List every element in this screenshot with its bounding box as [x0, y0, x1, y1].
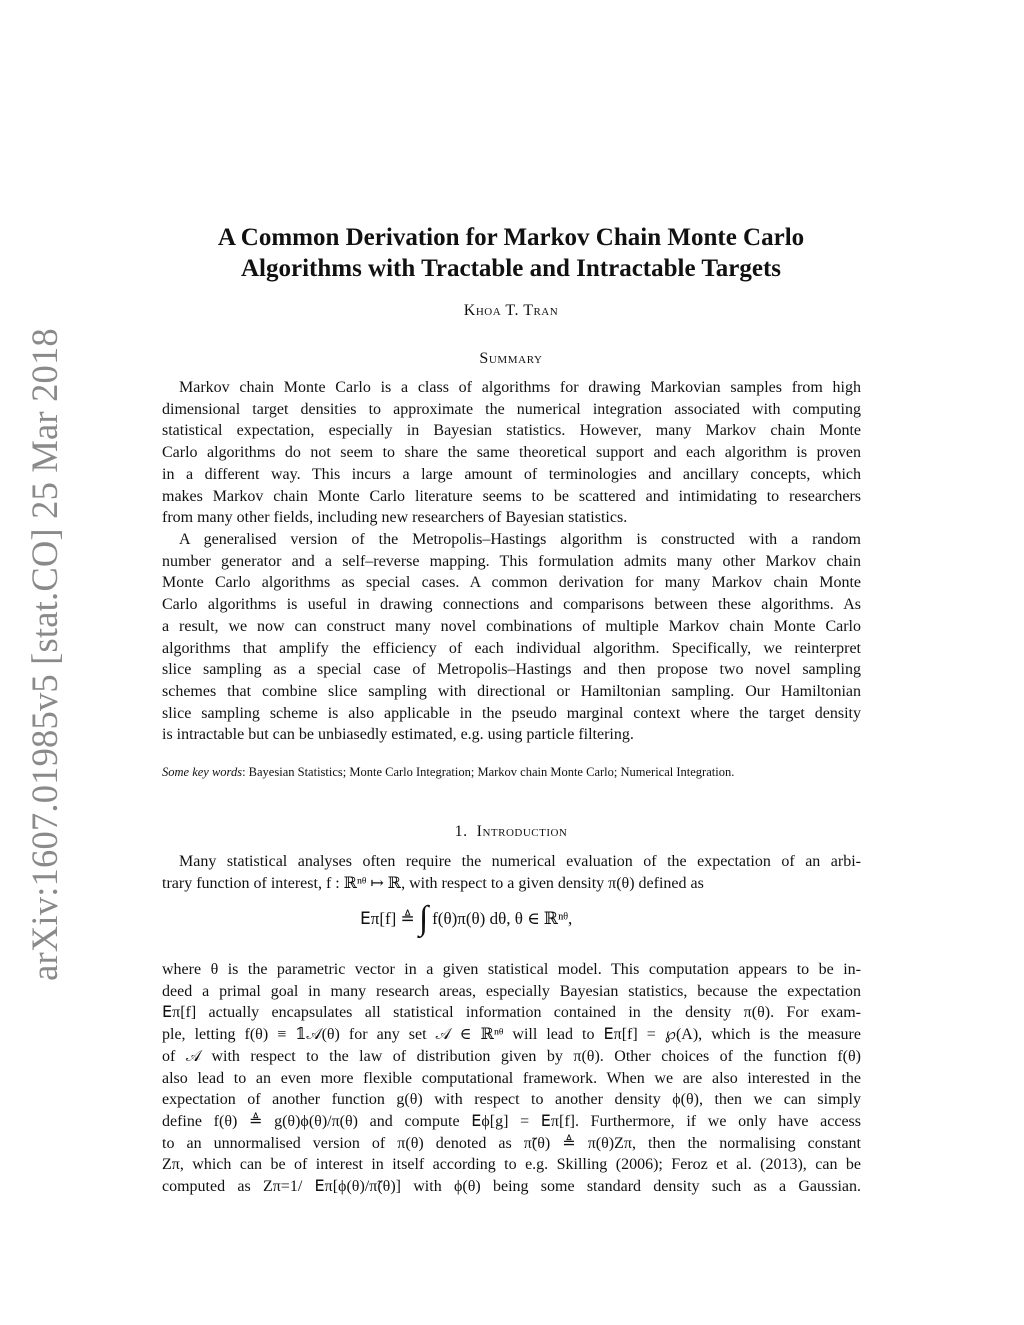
text-line: schemes that combine slice sampling with directional or Hamiltonian sampling. Our Hamiltonian [162, 682, 861, 700]
text-line: define f(θ) ≜ g(θ)ϕ(θ)/π(θ) and compute 𝖤ϕ[g] = 𝖤π[f]. Furthermore, if we only have access [162, 1112, 861, 1130]
text-line: Carlo algorithms do not seem to share the same theoretical support and each algorithm is proven [162, 444, 861, 462]
text-line: Zπ, which can be of interest in itself according to e.g. Skilling (2006); Feroz et al. (2013), can be [162, 1156, 861, 1174]
title-line: A Common Derivation for Markov Chain Monte Carlo [217, 224, 805, 251]
text-line: slice sampling as a special case of Metropolis–Hastings and then propose two novel sampling [162, 661, 861, 679]
text-line: a result, we now can construct many novel combinations of multiple Markov chain Monte Carlo [162, 617, 861, 635]
key-words-list: : Bayesian Statistics; Monte Carlo Integration; Markov chain Monte Carlo; Numerical Integration. [242, 765, 735, 779]
abstract-paragraph-1 [162, 377, 861, 529]
text-line: computed as Zπ=1/ 𝖤π[ϕ(θ)/π̃(θ)] with ϕ(θ) being some standard density such as a Gaussian. [162, 1178, 861, 1196]
integral-symbol: ∫ [418, 900, 429, 937]
author-name: Khoa T. Tran [463, 302, 559, 319]
text-line: dimensional target densities to approximate the numerical integration associated with computing [162, 400, 861, 418]
text-line: of 𝒜 with respect to the law of distribution given by π(θ). Other choices of the function f(θ) [162, 1047, 861, 1065]
text-line: from many other fields, including new researchers of Bayesian statistics. [162, 509, 628, 527]
title-line: Algorithms with Tractable and Intractable Targets [240, 255, 782, 282]
text-line: algorithms that amplify the efficiency of each individual algorithm. Specifically, we reinterpret [162, 639, 861, 657]
equation-lhs: 𝖤π[f] ≜ [360, 909, 415, 928]
intro-paragraph-1 [162, 851, 861, 894]
text-line: expectation of another function g(θ) with respect to another density ϕ(θ), then we can simply [162, 1091, 861, 1109]
text-line: also lead to an even more flexible computational framework. When we are also interested in the [162, 1069, 861, 1087]
key-words-label: Some key words [162, 765, 243, 779]
paper-title [160, 222, 862, 284]
text-line: statistical expectation, especially in Bayesian statistics. However, many Markov chain Monte [162, 422, 861, 440]
section-title: Introduction [476, 823, 568, 840]
text-line: trary function of interest, f : ℝⁿᶿ ↦ ℝ, with respect to a given density π(θ) defined as [162, 874, 704, 892]
text-line: Many statistical analyses often require the numerical evaluation of the expectation of an arbi- [179, 853, 861, 870]
abstract-paragraph-2 [162, 529, 861, 746]
arxiv-identifier: arXiv:1607.01985v5 [stat.CO] 25 Mar 2018 [23, 327, 65, 981]
text-line: Markov chain Monte Carlo is a class of algorithms for drawing Markovian samples from high [179, 379, 861, 396]
display-equation [360, 896, 680, 942]
text-line: number generator and a self–reverse mapping. This formulation admits many other Markov chain [162, 552, 861, 570]
intro-paragraph-2 [162, 959, 861, 1198]
text-line: to an unnormalised version of π(θ) denoted as π̃(θ) ≜ π(θ)Zπ, then the normalising constant [162, 1134, 861, 1152]
text-line: 𝖤π[f] actually encapsulates all statistical information contained in the density π(θ). For exam- [162, 1004, 861, 1022]
text-line: is intractable but can be unbiasedly estimated, e.g. using particle filtering. [162, 726, 634, 744]
section-heading [160, 823, 862, 841]
text-line: slice sampling scheme is also applicable in the pseudo marginal context where the target density [162, 704, 861, 722]
section-number: 1. [454, 823, 468, 840]
summary-heading: Summary [479, 350, 543, 367]
text-line: in a different way. This incurs a large amount of terminologies and ancillary concepts, which [162, 465, 861, 483]
arxiv-side-stamp [18, 327, 70, 981]
text-line: Carlo algorithms is useful in drawing connections and comparisons between these algorithms. As [162, 596, 861, 614]
text-line: deed a primal goal in many research areas, especially Bayesian statistics, because the expectation [162, 982, 861, 1000]
key-words [162, 765, 861, 780]
text-line: A generalised version of the Metropolis–Hastings algorithm is constructed with a random [179, 531, 861, 548]
text-line: where θ is the parametric vector in a given statistical model. This computation appears to be in- [162, 961, 861, 978]
text-line: Monte Carlo algorithms as special cases. A common derivation for many Markov chain Monte [162, 574, 861, 592]
text-line: ple, letting f(θ) ≡ 𝟙𝒜(θ) for any set 𝒜 ∈ ℝⁿᶿ will lead to 𝖤π[f] = ℘(A), which is the measure [162, 1026, 861, 1044]
equation-rhs: f(θ)π(θ) dθ, θ ∈ ℝⁿᶿ, [432, 909, 573, 928]
text-line: makes Markov chain Monte Carlo literature seems to be scattered and intimidating to researchers [162, 487, 861, 505]
